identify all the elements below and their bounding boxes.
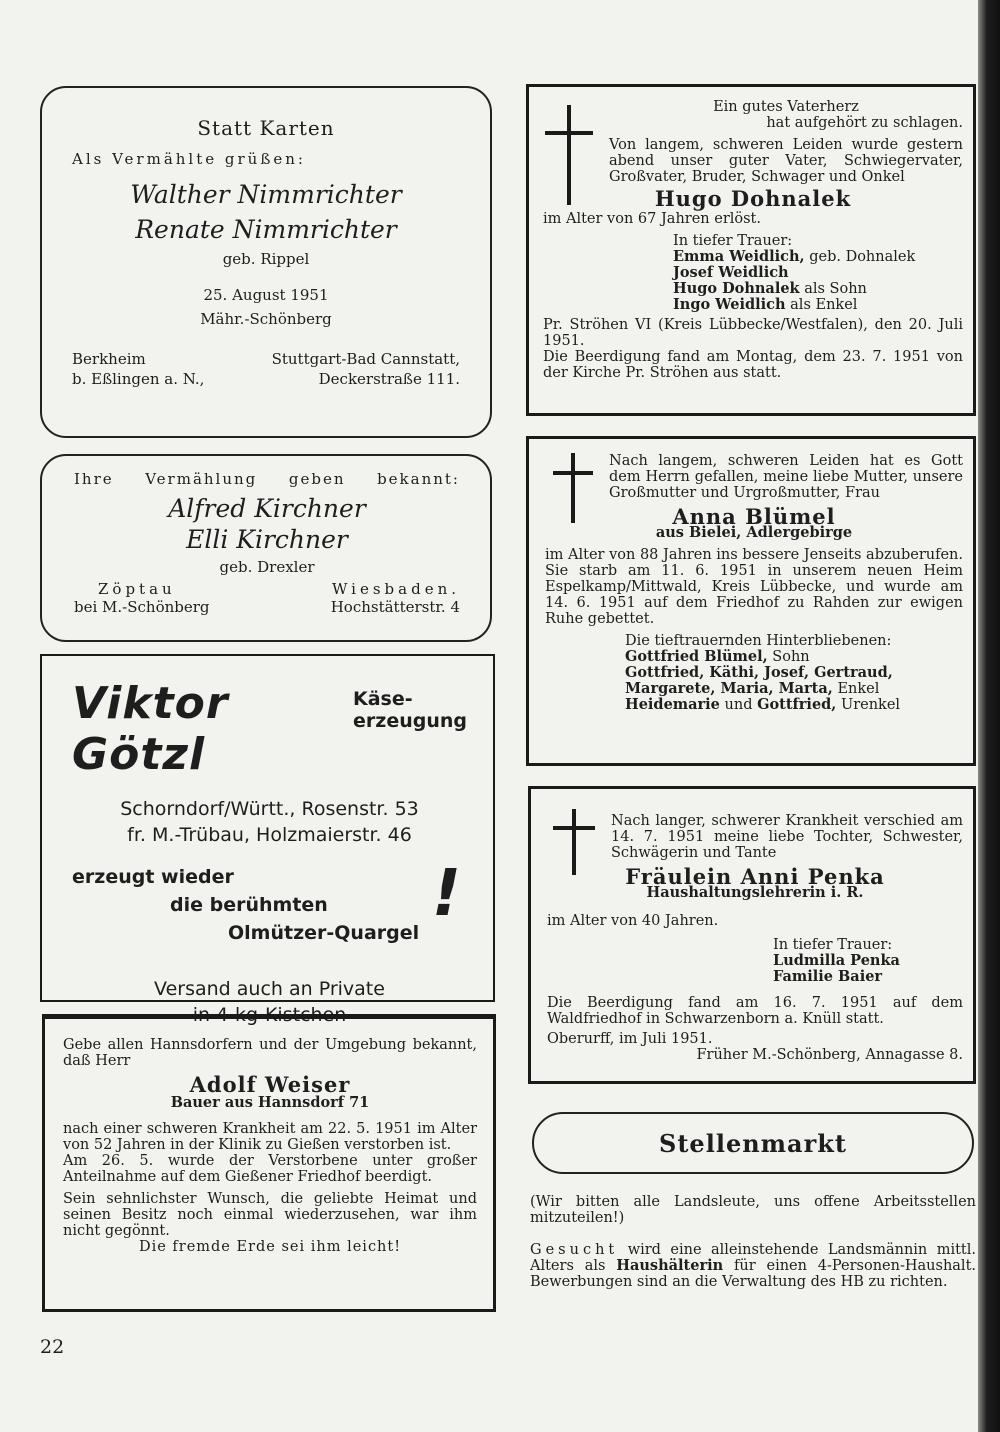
mourning-label: In tiefer Trauer:: [673, 233, 793, 249]
mourner-1: Ludmilla Penka: [773, 952, 900, 969]
mourner-line-2: Gottfried, Käthi, Josef, Gertraud,: [625, 664, 893, 681]
exclamation-mark: !: [431, 857, 461, 931]
heading-line-1: Ein gutes Vaterherz: [713, 99, 859, 115]
mourner-3: Hugo Dohnalek als Sohn: [673, 280, 867, 297]
place-date: Oberurff, im Juli 1951.: [547, 1031, 713, 1047]
mourner-2: Familie Baier: [773, 968, 883, 985]
jobs-section-heading: [532, 1112, 974, 1174]
obituary-hugo-dohnalek: [526, 84, 976, 416]
right-address-2: Deckerstraße 111.: [318, 370, 460, 388]
slogan-line-1: erzeugt wieder: [72, 866, 234, 888]
right-page-edge: [978, 0, 1000, 1432]
intro: Von langem, schweren Leiden wurde gestern abend unser guter Vater, Schwiegervater, Großvater, Bruder, Schwager und Onkel: [609, 137, 963, 185]
greeting: Als Vermählte grüßen:: [72, 150, 306, 168]
mourning-label: In tiefer Trauer:: [773, 937, 893, 953]
bride-name: Elli Kirchner: [186, 525, 348, 554]
slogan-line-2: die berühmten: [170, 894, 328, 916]
funeral-info: Die Beerdigung fand am Montag, dem 23. 7. 1951 von der Kirche Pr. Ströhen aus statt.: [543, 349, 963, 381]
deceased-name: Adolf Weiser: [189, 1072, 351, 1097]
page-number: 22: [40, 1336, 65, 1358]
announcement-intro: Ihre Vermählung geben bekannt:: [74, 470, 460, 488]
cheese-advertisement: [40, 654, 495, 1026]
right-address-1: Wiesbaden.: [332, 580, 460, 598]
maiden-name: geb. Drexler: [219, 558, 315, 576]
deceased-name: Anna Blümel: [672, 504, 836, 529]
body-paragraph-2: Am 26. 5. wurde der Verstorbene unter großer Anteilnahme auf dem Gießener Friedhof beerdigt.: [63, 1153, 477, 1185]
left-address-1: Zöptau: [98, 580, 176, 598]
right-address-1: Stuttgart-Bad Cannstatt,: [271, 350, 460, 368]
wedding-date: 25. August 1951: [203, 286, 329, 304]
intro: Gebe allen Hannsdorfern und der Umgebung bekannt, daß Herr: [63, 1037, 477, 1069]
groom-name: Walther Nimmrichter: [130, 180, 402, 209]
place-date: Pr. Ströhen VI (Kreis Lübbecke/Westfalen), den 20. Juli 1951.: [543, 317, 963, 349]
ad-title: Statt Karten: [197, 116, 335, 140]
deceased-name: Hugo Dohnalek: [654, 186, 852, 211]
address-current: Schorndorf/Württ., Rosenstr. 53: [120, 798, 419, 820]
shipping-line-1: Versand auch an Private: [154, 978, 385, 1000]
former-address: Früher M.-Schönberg, Annagasse 8.: [696, 1047, 963, 1063]
jobs-heading: Stellenmarkt: [659, 1128, 847, 1158]
left-address-2: b. Eßlingen a. N.,: [72, 370, 205, 388]
wedding-announcement-kirchner: [40, 454, 492, 642]
address-former: fr. M.-Trübau, Holzmaierstr. 46: [127, 824, 412, 846]
shipping-line-2: in 4-kg-Kistchen: [192, 1004, 347, 1026]
heading-line-2: hat aufgehört zu schlagen.: [766, 115, 963, 131]
funeral-info: Die Beerdigung fand am 16. 7. 1951 auf dem Waldfriedhof in Schwarzenborn a. Knüll statt.: [547, 995, 963, 1027]
wedding-place: Mähr.-Schönberg: [200, 310, 332, 328]
origin: aus Bielei, Adlergebirge: [655, 524, 853, 541]
cross-icon: [553, 809, 595, 875]
deceased-name: Fräulein Anni Penka: [625, 864, 885, 889]
cross-icon: [545, 105, 593, 205]
age-line: im Alter von 40 Jahren.: [547, 913, 719, 929]
job-ad: Gesucht wird eine alleinstehende Landsmännin mittl. Alters als Haushälterin für einen 4-Personen-Haushalt. Bewerbungen sind an die Verwaltung des HB zu richten.: [530, 1242, 977, 1290]
jobs-content: [530, 1194, 976, 1290]
body-paragraph-3: Sein sehnlichster Wunsch, die geliebte Heimat und seinen Besitz noch einmal wiederzusehen, war ihm nicht gegönnt.: [63, 1191, 477, 1239]
mourner-4: Ingo Weidlich als Enkel: [673, 296, 858, 313]
bride-name: Renate Nimmrichter: [135, 215, 397, 244]
jobs-note: (Wir bitten alle Landsleute, uns offene Arbeitsstellen mitzuteilen!): [530, 1194, 976, 1226]
deceased-subtitle: Bauer aus Hannsdorf 71: [170, 1094, 370, 1111]
cross-icon: [553, 453, 593, 523]
intro: Nach langem, schweren Leiden hat es Gott dem Herrn gefallen, meine liebe Mutter, unsere Großmutter und Urgroßmutter, Frau: [609, 453, 963, 501]
product-line-1: Käse-: [353, 688, 413, 710]
obituary-anni-penka: [528, 786, 976, 1084]
closing-line: Die fremde Erde sei ihm leicht!: [138, 1239, 402, 1255]
mourner-2: Josef Weidlich: [673, 264, 789, 281]
mourner-1: Emma Weidlich, geb. Dohnalek: [673, 248, 916, 265]
mourning-label: Die tieftrauernden Hinterbliebenen:: [625, 633, 892, 649]
wedding-announcement-nimmrichter: [40, 86, 492, 438]
slogan-line-3: Olmützer-Quargel: [228, 922, 420, 944]
mourner-line-3: Margarete, Maria, Marta, Enkel: [625, 680, 880, 697]
left-address-2: bei M.-Schönberg: [74, 598, 210, 616]
left-address-1: Berkheim: [72, 350, 146, 368]
mourner-line-1: Gottfried Blümel, Sohn: [625, 648, 810, 665]
obituary-adolf-weiser: [42, 1014, 496, 1312]
mourner-line-4: Heidemarie und Gottfried, Urenkel: [625, 696, 901, 713]
age-line: im Alter von 67 Jahren erlöst.: [543, 211, 761, 227]
body-paragraph-1: nach einer schweren Krankheit am 22. 5. 1951 im Alter von 52 Jahren in der Klinik zu Gießen verstorben ist.: [63, 1121, 477, 1153]
product-line-2: erzeugung: [353, 710, 467, 732]
intro: Nach langer, schwerer Krankheit verschied am 14. 7. 1951 meine liebe Tochter, Schwester, Schwägerin und Tante: [611, 813, 963, 861]
groom-name: Alfred Kirchner: [168, 494, 366, 523]
body: im Alter von 88 Jahren ins bessere Jenseits abzuberufen. Sie starb am 11. 6. 1951 in unserem neuen Heim Espelkamp/Mittwald, Kreis Lübbecke, und wurde am 14. 6. 1951 auf dem Friedhof zu Rahden zur ewigen Ruhe gebettet.: [545, 547, 963, 627]
right-address-2: Hochstätterstr. 4: [330, 598, 460, 616]
brand-name: Viktor Götzl: [72, 678, 229, 780]
profession: Haushaltungslehrerin i. R.: [646, 884, 864, 901]
maiden-name: geb. Rippel: [222, 250, 310, 268]
obituary-anna-bluemel: [526, 436, 976, 766]
